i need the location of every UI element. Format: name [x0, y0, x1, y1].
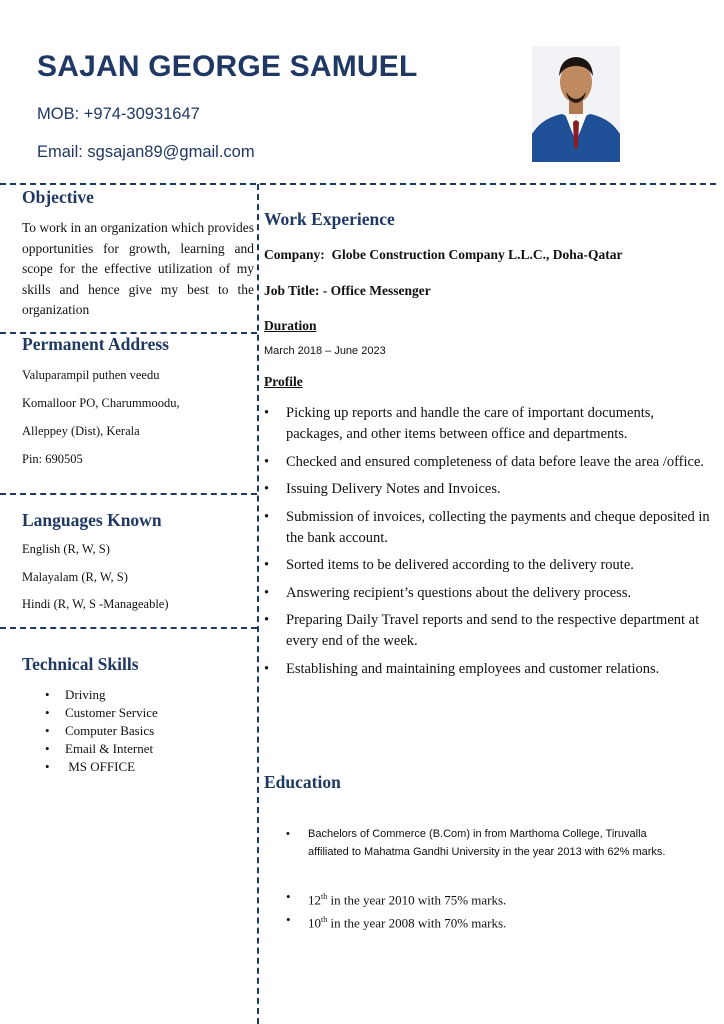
- email-address: Email: sgsajan89@gmail.com: [37, 143, 255, 161]
- company-line: Company: Globe Construction Company L.L.C., Doha-Qatar: [264, 247, 623, 262]
- grade-details: in the year 2010 with 75% marks.: [327, 892, 507, 908]
- objective-text: To work in an organization which provides opportunities for growth, learning and scope for the effective utilization of my skills and hence give my best to the organization: [22, 220, 255, 317]
- header-divider: [0, 183, 716, 185]
- skill-item: • Customer Service: [45, 704, 158, 722]
- education-list: [286, 825, 681, 864]
- profile-photo: [532, 46, 620, 162]
- address-line: Alleppey (Dist), Kerala: [22, 424, 140, 438]
- education-heading: Education: [264, 772, 341, 792]
- languages-heading: Languages Known: [22, 510, 162, 530]
- work-experience-heading: Work Experience: [264, 209, 395, 229]
- profile-list: [264, 403, 712, 686]
- profile-item: • Answering recipient’s questions about the delivery process.: [264, 583, 712, 604]
- duration-value: March 2018 – June 2023: [264, 345, 386, 357]
- job-title-line: Job Title: - Office Messenger: [264, 283, 431, 298]
- skills-heading: Technical Skills: [22, 654, 139, 674]
- school-list: [286, 887, 681, 934]
- skill-item: • Driving: [45, 686, 158, 704]
- profile-label: Profile: [264, 374, 303, 389]
- grade-suffix: th: [321, 892, 328, 901]
- candidate-name: SAJAN GEORGE SAMUEL: [37, 50, 418, 83]
- skills-list: [45, 686, 158, 776]
- address-divider: [0, 493, 257, 495]
- profile-item: • Picking up reports and handle the care of important documents, packages, and other items between office and departments.: [264, 403, 712, 445]
- duration-label: Duration: [264, 318, 317, 333]
- address-line: Komalloor PO, Charummoodu,: [22, 396, 180, 410]
- grade-suffix: th: [321, 915, 328, 925]
- skill-item: • MS OFFICE: [45, 758, 158, 776]
- address-line: Valuparampil puthen veedu: [22, 368, 160, 382]
- profile-item: • Sorted items to be delivered according to the delivery route.: [264, 555, 712, 576]
- column-divider: [257, 184, 259, 1024]
- education-item: [286, 910, 681, 933]
- education-item: [286, 887, 681, 910]
- languages-divider: [0, 627, 257, 629]
- education-item: • Bachelors of Commerce (B.Com) in from Marthoma College, Tiruvalla affiliated to Mahatma Gandhi University in the year 2013 with 62% marks.: [286, 825, 681, 861]
- language-item: Hindi (R, W, S -Manageable): [22, 597, 169, 611]
- address-line: Pin: 690505: [22, 452, 83, 466]
- grade-number: 10: [308, 915, 321, 931]
- language-item: Malayalam (R, W, S): [22, 570, 128, 584]
- profile-item: • Submission of invoices, collecting the payments and cheque deposited in the bank account.: [264, 507, 712, 549]
- grade-number: 12: [308, 892, 321, 908]
- grade-details: in the year 2008 with 70% marks.: [327, 915, 507, 931]
- profile-item: • Establishing and maintaining employees and customer relations.: [264, 659, 712, 680]
- skill-item: • Email & Internet: [45, 740, 158, 758]
- profile-item: • Issuing Delivery Notes and Invoices.: [264, 479, 712, 500]
- language-item: English (R, W, S): [22, 542, 110, 556]
- address-heading: Permanent Address: [22, 334, 169, 354]
- profile-item: • Preparing Daily Travel reports and send to the respective department at every end of the week.: [264, 610, 712, 652]
- mobile-number: MOB: +974-30931647: [37, 105, 200, 123]
- profile-item: • Checked and ensured completeness of data before leave the area /office.: [264, 452, 712, 473]
- portrait-image: [532, 46, 620, 162]
- objective-heading: Objective: [22, 187, 94, 207]
- skill-item: • Computer Basics: [45, 722, 158, 740]
